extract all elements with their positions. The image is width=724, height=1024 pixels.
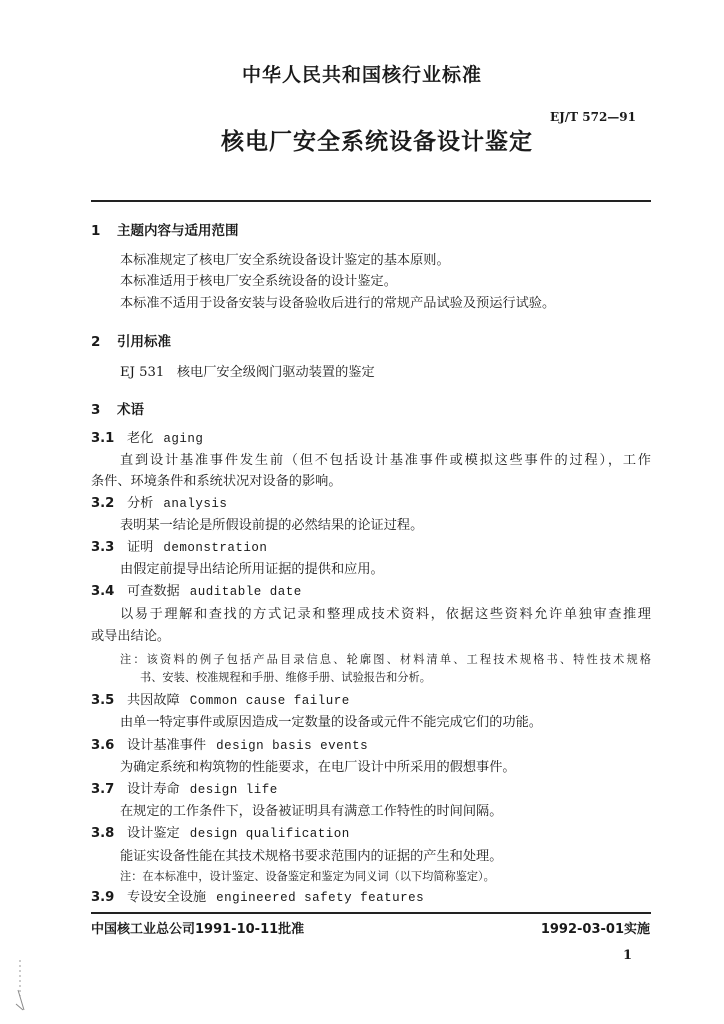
standard-code: EJ/T 572—91 <box>549 110 636 124</box>
term-definition: 或导出结论。 <box>91 629 171 644</box>
document-title: 核电厂安全系统设备设计鉴定 <box>221 129 533 155</box>
section-1-heading: 1 主题内容与适用范围 <box>91 223 239 239</box>
approval-line: 中国核工业总公司1991-10-11批准 <box>91 922 305 937</box>
section-1-para: 本标准不适用于设备安装与设备验收后进行的常规产品试验及预运行试验。 <box>120 296 556 311</box>
term-definition: 由单一特定事件或原因造成一定数量的设备或元件不能完成它们的功能。 <box>120 715 542 730</box>
page-number: 1 <box>622 948 632 963</box>
term-heading: 3.4 可查数据 auditable date <box>91 584 302 599</box>
term-definition: 表明某一结论是所假设前提的必然结果的论证过程。 <box>120 518 424 533</box>
term-heading: 3.9 专设安全设施 engineered safety features <box>91 890 425 905</box>
term-note: 书、安装、校准规程和手册、维修手册、试验报告和分析。 <box>140 671 431 684</box>
section-1-para: 本标准适用于核电厂安全系统设备的设计鉴定。 <box>120 274 397 289</box>
footer-rule <box>91 912 651 914</box>
term-heading: 3.7 设计寿命 design life <box>91 782 278 797</box>
term-definition: 直到设计基准事件发生前（但不包括设计基准事件或模拟这些事件的过程），工作 <box>120 453 651 468</box>
term-definition: 在规定的工作条件下，设备被证明具有满意工作特性的时间间隔。 <box>120 804 503 819</box>
term-definition: 以易于理解和查找的方式记录和整理成技术资料，依据这些资料允许单独审查推理 <box>120 607 651 622</box>
referenced-standard: EJ 531 核电厂安全级阀门驱动装置的鉴定 <box>120 365 375 380</box>
term-heading: 3.1 老化 aging <box>91 431 204 446</box>
section-3-heading: 3 术语 <box>91 402 144 418</box>
term-heading: 3.2 分析 analysis <box>91 496 228 511</box>
scan-artifact <box>14 960 26 1012</box>
header-rule <box>91 200 651 202</box>
term-definition: 由假定前提导出结论所用证据的提供和应用。 <box>120 562 384 577</box>
term-note: 注：在本标准中，设计鉴定、设备鉴定和鉴定为同义词（以下均简称鉴定）。 <box>120 870 495 883</box>
term-definition: 条件、环境条件和系统状况对设备的影响。 <box>91 474 342 489</box>
section-2-heading: 2 引用标准 <box>91 334 171 350</box>
term-heading: 3.8 设计鉴定 design qualification <box>91 826 350 841</box>
standard-category: 中华人民共和国核行业标准 <box>241 64 482 86</box>
term-definition: 为确定系统和构筑物的性能要求，在电厂设计中所采用的假想事件。 <box>120 760 516 775</box>
section-1-para: 本标准规定了核电厂安全系统设备设计鉴定的基本原则。 <box>120 253 450 268</box>
term-heading: 3.5 共因故障 Common cause failure <box>91 693 350 708</box>
term-heading: 3.6 设计基准事件 design basis events <box>91 738 369 753</box>
effective-date: 1992-03-01实施 <box>540 922 650 937</box>
term-note: 注：该资料的例子包括产品目录信息、轮廓图、材料清单、工程技术规格书、特性技术规格 <box>120 653 651 666</box>
term-heading: 3.3 证明 demonstration <box>91 540 268 555</box>
term-definition: 能证实设备性能在其技术规格书要求范围内的证据的产生和处理。 <box>120 849 503 864</box>
